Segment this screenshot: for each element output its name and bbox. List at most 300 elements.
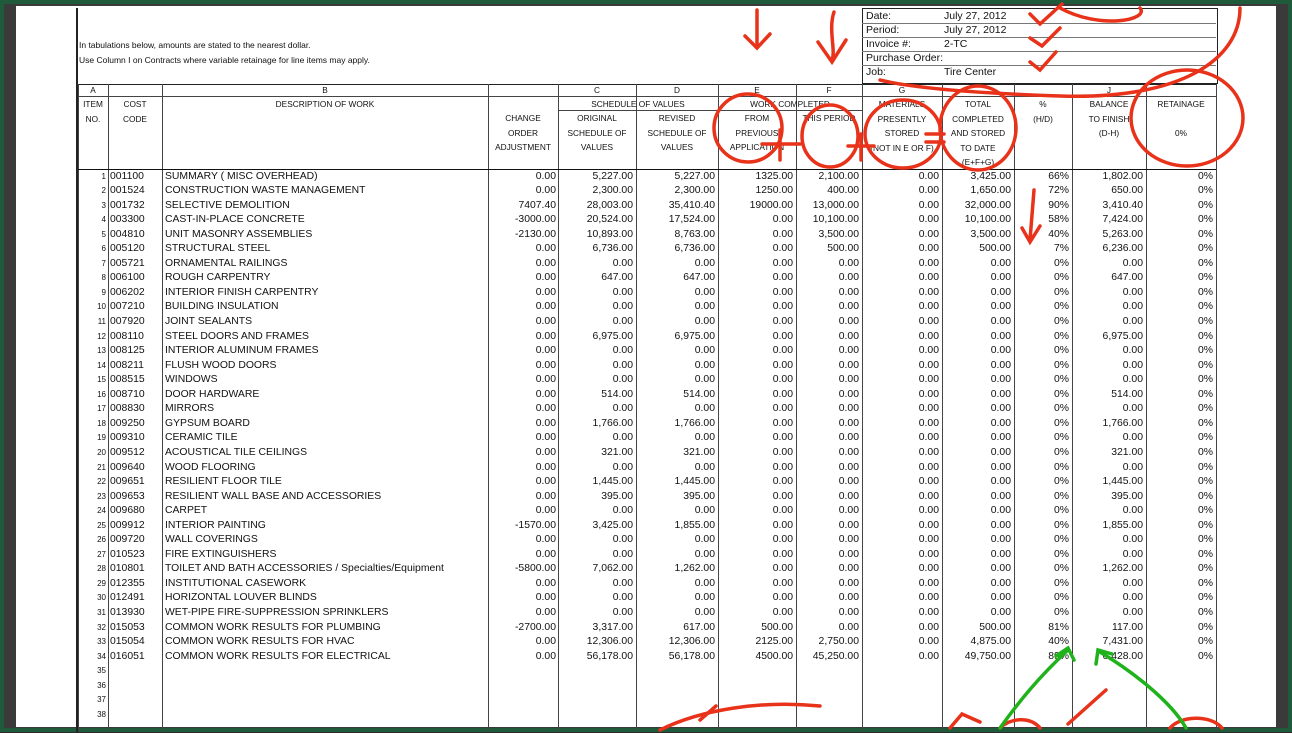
cell-co: 0.00 bbox=[535, 170, 556, 182]
cell-ret: 0% bbox=[1197, 621, 1213, 633]
header-line: MATERIALS bbox=[878, 99, 926, 109]
cell-orig: 3,425.00 bbox=[592, 519, 633, 531]
cell-desc: CAST-IN-PLACE CONCRETE bbox=[165, 214, 305, 226]
header-description: DESCRIPTION OF WORK bbox=[275, 99, 375, 109]
cell-stored: 0.00 bbox=[918, 243, 939, 255]
cell-rev: 0.00 bbox=[694, 403, 715, 415]
cell-ret: 0% bbox=[1197, 476, 1213, 488]
cell-co: 0.00 bbox=[535, 505, 556, 517]
cell-code: 016051 bbox=[110, 650, 145, 662]
cell-prev: 0.00 bbox=[772, 476, 793, 488]
header-line: (NOT IN E OR F) bbox=[870, 142, 934, 153]
cell-rev: 617.00 bbox=[683, 621, 715, 633]
cell-co: 0.00 bbox=[535, 592, 556, 604]
cell-desc: FLUSH WOOD DOORS bbox=[165, 359, 277, 371]
cell-pct: 40% bbox=[1048, 228, 1069, 240]
cell-period: 0.00 bbox=[838, 534, 859, 546]
cell-n: 29 bbox=[97, 578, 106, 588]
cell-n: 24 bbox=[97, 506, 106, 516]
info-divider bbox=[862, 23, 1216, 24]
cell-ret: 0% bbox=[1197, 359, 1213, 371]
cell-code: 006202 bbox=[110, 286, 145, 298]
cell-rev: 6,975.00 bbox=[674, 330, 715, 342]
cell-pct: 66% bbox=[1048, 170, 1069, 182]
cell-ret: 0% bbox=[1197, 228, 1213, 240]
header-original bbox=[558, 111, 636, 155]
cell-total: 0.00 bbox=[990, 534, 1011, 546]
cell-n: 11 bbox=[97, 317, 106, 326]
cell-orig: 0.00 bbox=[612, 403, 633, 415]
cell-bal: 6,428.00 bbox=[1102, 650, 1143, 662]
cell-stored: 0.00 bbox=[918, 228, 939, 240]
cell-orig: 0.00 bbox=[612, 577, 633, 589]
cell-bal: 514.00 bbox=[1111, 388, 1143, 400]
cell-rev: 5,227.00 bbox=[674, 170, 715, 182]
cell-pct: 90% bbox=[1048, 199, 1069, 211]
cell-stored: 0.00 bbox=[918, 563, 939, 575]
cell-prev: 0.00 bbox=[772, 359, 793, 371]
cell-desc: CONSTRUCTION WASTE MANAGEMENT bbox=[165, 185, 366, 197]
cell-rev: 0.00 bbox=[694, 432, 715, 444]
cell-n: 12 bbox=[97, 331, 106, 341]
cell-n: 35 bbox=[97, 666, 106, 676]
header-line: VALUES bbox=[580, 142, 614, 152]
cell-period: 0.00 bbox=[838, 621, 859, 633]
cell-co: 0.00 bbox=[535, 243, 556, 255]
cell-orig: 0.00 bbox=[612, 607, 633, 618]
header-line: TO DATE bbox=[960, 142, 996, 153]
cell-orig: 1,445.00 bbox=[592, 476, 633, 488]
cell-n: 25 bbox=[97, 520, 106, 530]
cell-pct: 72% bbox=[1048, 185, 1069, 197]
cell-prev: 0.00 bbox=[772, 577, 793, 589]
cell-bal: 6,236.00 bbox=[1102, 243, 1143, 255]
cell-ret: 0% bbox=[1197, 243, 1213, 255]
cell-n: 3 bbox=[101, 200, 106, 210]
cell-prev: 1325.00 bbox=[755, 170, 793, 182]
cell-total: 49,750.00 bbox=[964, 650, 1011, 662]
cell-code: 015053 bbox=[110, 621, 145, 633]
cell-desc: ORNAMENTAL RAILINGS bbox=[165, 257, 288, 269]
cell-code: 010523 bbox=[110, 548, 145, 560]
cell-bal: 3,410.40 bbox=[1102, 199, 1143, 211]
cell-orig: 0.00 bbox=[612, 548, 633, 560]
cell-total: 0.00 bbox=[990, 563, 1011, 575]
cell-period: 0.00 bbox=[838, 577, 859, 589]
cell-ret: 0% bbox=[1197, 432, 1213, 444]
cell-pct: 89% bbox=[1048, 650, 1069, 662]
cell-total: 0.00 bbox=[990, 607, 1011, 618]
cell-total: 0.00 bbox=[990, 388, 1011, 400]
header-line: CODE bbox=[123, 113, 147, 124]
column-divider bbox=[1216, 84, 1217, 732]
cell-n: 31 bbox=[97, 608, 106, 617]
cell-pct: 0% bbox=[1053, 286, 1069, 298]
cell-orig: 28,003.00 bbox=[586, 199, 633, 211]
cell-period: 0.00 bbox=[838, 461, 859, 473]
cell-stored: 0.00 bbox=[918, 490, 939, 502]
cell-pct: 0% bbox=[1053, 476, 1069, 488]
cell-ret: 0% bbox=[1197, 330, 1213, 342]
header-change-order bbox=[488, 111, 558, 155]
cell-ret: 0% bbox=[1197, 505, 1213, 517]
cell-period: 0.00 bbox=[838, 607, 859, 618]
cell-n: 4 bbox=[101, 215, 106, 225]
cell-pct: 0% bbox=[1053, 330, 1069, 342]
header-from-previous bbox=[718, 111, 796, 155]
cell-pct: 0% bbox=[1053, 563, 1069, 575]
cell-rev: 0.00 bbox=[694, 359, 715, 371]
cell-ret: 0% bbox=[1197, 388, 1213, 400]
cell-rev: 6,736.00 bbox=[674, 243, 715, 255]
cell-co: -5800.00 bbox=[514, 563, 556, 575]
cell-ret: 0% bbox=[1197, 490, 1213, 502]
cell-rev: 8,763.00 bbox=[674, 228, 715, 240]
info-divider bbox=[862, 37, 1216, 38]
cell-total: 0.00 bbox=[990, 403, 1011, 415]
header-line: NO. bbox=[85, 113, 101, 124]
cell-orig: 0.00 bbox=[612, 505, 633, 517]
cell-period: 3,500.00 bbox=[818, 228, 859, 240]
cell-orig: 0.00 bbox=[612, 432, 633, 444]
cell-ret: 0% bbox=[1197, 417, 1213, 429]
cell-total: 0.00 bbox=[990, 286, 1011, 298]
cell-total: 0.00 bbox=[990, 330, 1011, 342]
cell-code: 009310 bbox=[110, 432, 145, 444]
cell-pct: 7% bbox=[1053, 243, 1069, 255]
cell-n: 5 bbox=[101, 229, 106, 239]
cell-stored: 0.00 bbox=[918, 650, 939, 662]
header-balance bbox=[1072, 97, 1146, 141]
cell-total: 10,100.00 bbox=[964, 214, 1011, 226]
cell-bal: 1,262.00 bbox=[1102, 563, 1143, 575]
cell-prev: 500.00 bbox=[761, 621, 793, 633]
cell-co: 0.00 bbox=[535, 403, 556, 415]
cell-prev: 0.00 bbox=[772, 388, 793, 400]
cell-n: 7 bbox=[101, 258, 106, 268]
cell-bal: 647.00 bbox=[1111, 272, 1143, 284]
cell-ret: 0% bbox=[1197, 519, 1213, 531]
cell-pct: 0% bbox=[1053, 388, 1069, 400]
cell-co: 0.00 bbox=[535, 650, 556, 662]
cell-pct: 0% bbox=[1053, 432, 1069, 444]
cell-desc: COMMON WORK RESULTS FOR HVAC bbox=[165, 636, 355, 648]
cell-orig: 7,062.00 bbox=[592, 563, 633, 575]
cell-total: 0.00 bbox=[990, 592, 1011, 604]
cell-ret: 0% bbox=[1197, 534, 1213, 546]
cell-co: -2700.00 bbox=[514, 621, 556, 633]
cell-period: 2,100.00 bbox=[818, 170, 859, 182]
cell-pct: 0% bbox=[1053, 505, 1069, 517]
cell-co: 0.00 bbox=[535, 388, 556, 400]
cell-orig: 2,300.00 bbox=[592, 185, 633, 197]
cell-ret: 0% bbox=[1197, 286, 1213, 298]
cell-stored: 0.00 bbox=[918, 359, 939, 371]
cell-total: 0.00 bbox=[990, 432, 1011, 444]
cell-orig: 6,975.00 bbox=[592, 330, 633, 342]
cell-desc: INTERIOR PAINTING bbox=[165, 519, 266, 531]
cell-rev: 647.00 bbox=[683, 272, 715, 284]
cell-total: 0.00 bbox=[990, 316, 1011, 327]
cell-desc: CARPET bbox=[165, 505, 208, 517]
header-total bbox=[942, 97, 1014, 170]
cell-total: 1,650.00 bbox=[970, 185, 1011, 197]
cell-bal: 0.00 bbox=[1122, 403, 1143, 415]
cell-ret: 0% bbox=[1197, 446, 1213, 458]
cell-period: 0.00 bbox=[838, 548, 859, 560]
cell-desc: COMMON WORK RESULTS FOR ELECTRICAL bbox=[165, 650, 391, 662]
cell-rev: 0.00 bbox=[694, 505, 715, 517]
cell-prev: 2125.00 bbox=[755, 636, 793, 648]
cell-code: 001100 bbox=[110, 170, 144, 182]
cell-ret: 0% bbox=[1197, 403, 1213, 415]
cell-code: 008710 bbox=[110, 388, 145, 400]
cell-prev: 0.00 bbox=[772, 563, 793, 575]
cell-code: 008211 bbox=[110, 359, 144, 371]
cell-total: 0.00 bbox=[990, 476, 1011, 488]
cell-rev: 0.00 bbox=[694, 577, 715, 589]
cell-co: 0.00 bbox=[535, 417, 556, 429]
cell-desc: MIRRORS bbox=[165, 403, 215, 415]
cell-ret: 0% bbox=[1197, 301, 1213, 313]
cell-prev: 0.00 bbox=[772, 446, 793, 458]
cell-total: 0.00 bbox=[990, 359, 1011, 371]
header-line: APPLICATION bbox=[729, 142, 785, 152]
header-line: VALUES bbox=[660, 142, 694, 152]
cell-stored: 0.00 bbox=[918, 403, 939, 415]
info-period-value: July 27, 2012 bbox=[944, 24, 1007, 36]
cell-orig: 0.00 bbox=[612, 345, 633, 357]
cell-bal: 1,855.00 bbox=[1102, 519, 1143, 531]
cell-co: 0.00 bbox=[535, 374, 556, 386]
info-period-label: Period: bbox=[866, 24, 900, 36]
cell-code: 012491 bbox=[110, 592, 145, 604]
column-letter: J bbox=[1106, 85, 1112, 95]
cell-co: 0.00 bbox=[535, 432, 556, 444]
cell-total: 3,500.00 bbox=[970, 228, 1011, 240]
cell-rev: 0.00 bbox=[694, 461, 715, 473]
cell-period: 0.00 bbox=[838, 374, 859, 386]
cell-rev: 0.00 bbox=[694, 301, 715, 313]
cell-n: 16 bbox=[97, 389, 106, 399]
cell-bal: 0.00 bbox=[1122, 301, 1143, 313]
cell-stored: 0.00 bbox=[918, 461, 939, 473]
cell-stored: 0.00 bbox=[918, 272, 939, 284]
cell-ret: 0% bbox=[1197, 636, 1213, 648]
cell-prev: 0.00 bbox=[772, 316, 793, 327]
cell-stored: 0.00 bbox=[918, 330, 939, 342]
cell-prev: 0.00 bbox=[772, 505, 793, 517]
cell-bal: 6,975.00 bbox=[1102, 330, 1143, 342]
header-materials bbox=[862, 97, 942, 155]
cell-total: 0.00 bbox=[990, 272, 1011, 284]
cell-ret: 0% bbox=[1197, 272, 1213, 284]
header-this-period: THIS PERIOD bbox=[802, 113, 856, 123]
cell-co: 0.00 bbox=[535, 286, 556, 298]
cell-prev: 0.00 bbox=[772, 330, 793, 342]
cell-n: 10 bbox=[97, 302, 106, 312]
cell-period: 0.00 bbox=[838, 257, 859, 269]
cell-period: 0.00 bbox=[838, 301, 859, 313]
cell-pct: 0% bbox=[1053, 577, 1069, 589]
cell-rev: 1,766.00 bbox=[674, 417, 715, 429]
cell-rev: 0.00 bbox=[694, 257, 715, 269]
cell-orig: 56,178.00 bbox=[586, 650, 633, 662]
cell-orig: 10,893.00 bbox=[586, 228, 633, 240]
cell-ret: 0% bbox=[1197, 607, 1213, 618]
cell-total: 0.00 bbox=[990, 519, 1011, 531]
cell-desc: HORIZONTAL LOUVER BLINDS bbox=[165, 592, 317, 604]
column-letter: D bbox=[674, 85, 680, 95]
cell-n: 14 bbox=[97, 360, 106, 370]
cell-desc: ROUGH CARPENTRY bbox=[165, 272, 271, 284]
cell-n: 8 bbox=[101, 273, 106, 283]
cell-period: 500.00 bbox=[827, 243, 859, 255]
cell-period: 0.00 bbox=[838, 345, 859, 357]
cell-ret: 0% bbox=[1197, 214, 1213, 226]
cell-code: 009912 bbox=[110, 519, 145, 531]
cell-desc: TOILET AND BATH ACCESSORIES / Specialties/Equipment bbox=[165, 563, 444, 575]
cell-bal: 0.00 bbox=[1122, 607, 1143, 618]
cell-desc: SELECTIVE DEMOLITION bbox=[165, 199, 290, 211]
cell-pct: 0% bbox=[1053, 272, 1069, 284]
cell-orig: 647.00 bbox=[601, 272, 633, 284]
cell-code: 009651 bbox=[110, 476, 145, 488]
cell-prev: 0.00 bbox=[772, 403, 793, 415]
cell-bal: 0.00 bbox=[1122, 374, 1143, 386]
info-po-label: Purchase Order: bbox=[866, 52, 944, 64]
cell-bal: 395.00 bbox=[1111, 490, 1143, 502]
cell-desc: WOOD FLOORING bbox=[165, 461, 256, 473]
cell-n: 9 bbox=[101, 287, 106, 297]
cell-stored: 0.00 bbox=[918, 505, 939, 517]
cell-bal: 0.00 bbox=[1122, 432, 1143, 444]
header-percent bbox=[1014, 97, 1072, 126]
cell-period: 0.00 bbox=[838, 388, 859, 400]
cell-period: 0.00 bbox=[838, 417, 859, 429]
cell-desc: INTERIOR FINISH CARPENTRY bbox=[165, 286, 319, 298]
cell-bal: 0.00 bbox=[1122, 461, 1143, 473]
cell-rev: 1,855.00 bbox=[674, 519, 715, 531]
cell-total: 3,425.00 bbox=[970, 170, 1011, 182]
cell-orig: 0.00 bbox=[612, 534, 633, 546]
cell-code: 015054 bbox=[110, 636, 145, 648]
cell-prev: 19000.00 bbox=[749, 199, 793, 211]
cell-period: 0.00 bbox=[838, 446, 859, 458]
cell-rev: 0.00 bbox=[694, 607, 715, 618]
cell-n: 34 bbox=[97, 651, 106, 661]
cell-orig: 1,766.00 bbox=[592, 417, 633, 429]
column-divider bbox=[108, 84, 109, 732]
cell-co: 0.00 bbox=[535, 476, 556, 488]
cell-rev: 2,300.00 bbox=[674, 185, 715, 197]
cell-orig: 395.00 bbox=[601, 490, 633, 502]
cell-co: 0.00 bbox=[535, 490, 556, 502]
cell-orig: 514.00 bbox=[601, 388, 633, 400]
cell-pct: 0% bbox=[1053, 607, 1069, 618]
header-line: SCHEDULE OF bbox=[647, 127, 707, 138]
cell-period: 10,100.00 bbox=[812, 214, 859, 226]
cell-co: 0.00 bbox=[535, 345, 556, 357]
cell-rev: 0.00 bbox=[694, 374, 715, 386]
cell-orig: 6,736.00 bbox=[592, 243, 633, 255]
cell-prev: 0.00 bbox=[772, 214, 793, 226]
cell-prev: 0.00 bbox=[772, 548, 793, 560]
cell-n: 15 bbox=[97, 375, 106, 385]
cell-bal: 650.00 bbox=[1111, 185, 1143, 197]
header-work-completed: WORK COMPLETED bbox=[750, 99, 830, 109]
cell-ret: 0% bbox=[1197, 257, 1213, 269]
cell-ret: 0% bbox=[1197, 577, 1213, 589]
cell-period: 0.00 bbox=[838, 490, 859, 502]
cell-co: -1570.00 bbox=[514, 519, 556, 531]
cell-rev: 0.00 bbox=[694, 548, 715, 560]
cell-orig: 0.00 bbox=[612, 374, 633, 386]
cell-stored: 0.00 bbox=[918, 432, 939, 444]
cell-orig: 0.00 bbox=[612, 461, 633, 473]
cell-stored: 0.00 bbox=[918, 316, 939, 327]
cell-pct: 0% bbox=[1053, 519, 1069, 531]
cell-desc: CERAMIC TILE bbox=[165, 432, 238, 444]
cell-desc: WINDOWS bbox=[165, 374, 218, 386]
info-date-label: Date: bbox=[866, 10, 892, 22]
header-line: ITEM bbox=[83, 99, 103, 109]
cell-pct: 0% bbox=[1053, 461, 1069, 473]
cell-code: 001524 bbox=[110, 185, 145, 197]
cell-co: 0.00 bbox=[535, 185, 556, 197]
cell-desc: FIRE EXTINGUISHERS bbox=[165, 548, 277, 560]
cell-total: 32,000.00 bbox=[964, 199, 1011, 211]
cell-orig: 0.00 bbox=[612, 257, 633, 269]
header-line: COST bbox=[123, 99, 147, 109]
column-letter: F bbox=[826, 85, 832, 95]
cell-n: 6 bbox=[101, 244, 106, 254]
cell-period: 0.00 bbox=[838, 403, 859, 415]
cell-n: 19 bbox=[97, 433, 106, 443]
cell-co: 0.00 bbox=[535, 548, 556, 560]
cell-prev: 0.00 bbox=[772, 417, 793, 429]
cell-pct: 0% bbox=[1053, 417, 1069, 429]
cell-desc: WALL COVERINGS bbox=[165, 534, 258, 546]
cell-rev: 395.00 bbox=[683, 490, 715, 502]
cell-ret: 0% bbox=[1197, 345, 1213, 357]
cell-desc: BUILDING INSULATION bbox=[165, 301, 279, 313]
cell-prev: 0.00 bbox=[772, 592, 793, 604]
cell-code: 004810 bbox=[110, 228, 145, 240]
header-line: REVISED bbox=[658, 113, 696, 123]
cell-total: 0.00 bbox=[990, 461, 1011, 473]
cell-orig: 20,524.00 bbox=[586, 214, 633, 226]
cell-stored: 0.00 bbox=[918, 577, 939, 589]
cell-bal: 5,263.00 bbox=[1102, 228, 1143, 240]
cell-n: 22 bbox=[97, 477, 106, 487]
cell-bal: 0.00 bbox=[1122, 286, 1143, 298]
cell-pct: 0% bbox=[1053, 359, 1069, 371]
cell-orig: 12,306.00 bbox=[586, 636, 633, 648]
cell-stored: 0.00 bbox=[918, 214, 939, 226]
cell-pct: 0% bbox=[1053, 345, 1069, 357]
info-job-value: Tire Center bbox=[944, 66, 997, 78]
cell-bal: 1,445.00 bbox=[1102, 476, 1143, 488]
cell-n: 21 bbox=[97, 462, 106, 472]
cell-code: 010801 bbox=[110, 563, 145, 575]
cell-code: 005120 bbox=[110, 243, 145, 255]
cell-bal: 0.00 bbox=[1122, 534, 1143, 546]
cell-rev: 0.00 bbox=[694, 345, 715, 357]
cell-prev: 0.00 bbox=[772, 228, 793, 240]
cell-pct: 0% bbox=[1053, 301, 1069, 313]
cell-co: 0.00 bbox=[535, 534, 556, 546]
